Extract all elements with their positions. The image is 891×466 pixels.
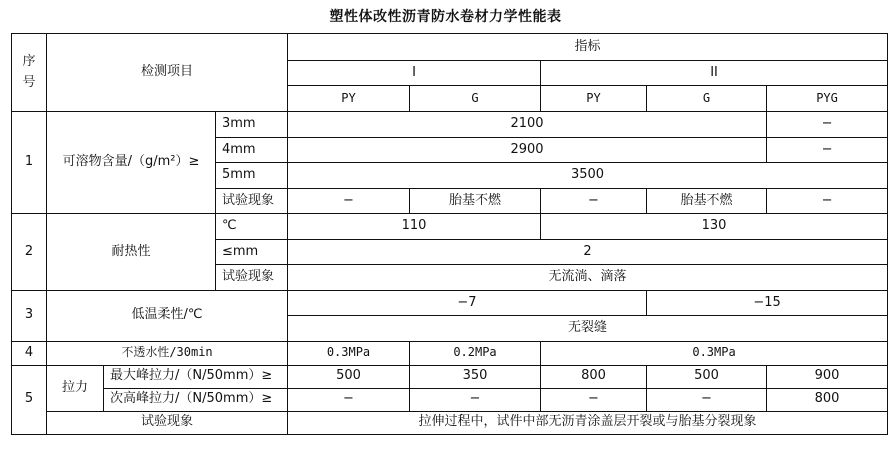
row-5-no: 5 xyxy=(12,365,47,434)
col-g-2: G xyxy=(647,86,767,112)
row-2-sub-mm: ≤mm xyxy=(216,239,288,265)
row-4-value-1: 0.3MPa xyxy=(288,341,410,365)
row-5-second-g1: − xyxy=(410,388,541,411)
table-row xyxy=(12,112,888,138)
table-row xyxy=(12,388,888,411)
row-2-temp-2: 130 xyxy=(541,214,888,240)
table-row xyxy=(12,341,888,365)
row-5-peak-py1: 500 xyxy=(288,365,410,388)
row-1-4mm-value: 2900 xyxy=(288,137,767,163)
row-1-4mm-pyg: − xyxy=(767,137,888,163)
col-py-2: PY xyxy=(541,86,647,112)
row-1-sub-3mm: 3mm xyxy=(216,112,288,138)
row-4-value-3: 0.3MPa xyxy=(541,341,888,365)
row-2-no: 2 xyxy=(12,214,47,291)
row-1-name: 可溶物含量/（g/m²）≥ xyxy=(47,112,216,214)
row-4-value-2: 0.2MPa xyxy=(410,341,541,365)
row-3-value-2: −15 xyxy=(647,290,888,316)
row-5-peak-g2: 500 xyxy=(647,365,767,388)
row-5-second-py2: − xyxy=(541,388,647,411)
row-2-mm-value: 2 xyxy=(288,239,888,265)
row-1-sub-phen: 试验现象 xyxy=(216,188,288,214)
row-1-3mm-value: 2100 xyxy=(288,112,767,138)
row-5-peak-pyg: 900 xyxy=(767,365,888,388)
row-2-temp-1: 110 xyxy=(288,214,541,240)
row-5-peak-py2: 800 xyxy=(541,365,647,388)
header-seq-label: 序 号 xyxy=(22,53,36,90)
table-title: 塑性体改性沥青防水卷材力学性能表 xyxy=(329,9,562,25)
row-2-phen: 无流淌、滴落 xyxy=(288,265,888,291)
row-5-second-py1: − xyxy=(288,388,410,411)
row-1-phen-py2: − xyxy=(541,188,647,214)
header-indicator: 指标 xyxy=(288,34,888,61)
row-1-phen-g2: 胎基不燃 xyxy=(647,188,767,214)
header-row-1 xyxy=(12,34,888,61)
col-py-1: PY xyxy=(288,86,410,112)
row-5-sub-phen: 试验现象 xyxy=(47,411,288,434)
row-2-sub-phen: 试验现象 xyxy=(216,265,288,291)
row-3-value-1: −7 xyxy=(288,290,647,316)
row-5-second-pyg: 800 xyxy=(767,388,888,411)
row-4-no: 4 xyxy=(12,341,47,365)
row-1-5mm-value: 3500 xyxy=(288,163,888,189)
row-1-sub-4mm: 4mm xyxy=(216,137,288,163)
row-1-phen-pyg: − xyxy=(767,188,888,214)
row-3-phen: 无裂缝 xyxy=(288,316,888,342)
table-row xyxy=(12,290,888,316)
row-5-peak-g1: 350 xyxy=(410,365,541,388)
row-1-3mm-pyg: − xyxy=(767,112,888,138)
row-5-sub-peak: 最大峰拉力/（N/50mm）≥ xyxy=(104,365,288,388)
row-2-name: 耐热性 xyxy=(47,214,216,291)
row-5-phen: 拉伸过程中，试件中部无沥青涂盖层开裂或与胎基分裂现象 xyxy=(288,411,888,434)
row-3-name: 低温柔性/℃ xyxy=(47,290,288,341)
row-1-no: 1 xyxy=(12,112,47,214)
table-row xyxy=(12,411,888,434)
row-1-sub-5mm: 5mm xyxy=(216,163,288,189)
row-5-second-g2: − xyxy=(647,388,767,411)
row-5-name: 拉力 xyxy=(47,365,104,411)
table-row xyxy=(12,365,888,388)
row-4-name: 不透水性/30min xyxy=(47,341,288,365)
row-1-phen-py1: − xyxy=(288,188,410,214)
row-3-no: 3 xyxy=(12,290,47,341)
col-pyg: PYG xyxy=(767,86,888,112)
table-row xyxy=(12,214,888,240)
header-type-2: II xyxy=(541,61,888,86)
row-2-sub-temp: ℃ xyxy=(216,214,288,240)
row-1-phen-g1: 胎基不燃 xyxy=(410,188,541,214)
header-type-1: I xyxy=(288,61,541,86)
row-5-sub-second: 次高峰拉力/（N/50mm）≥ xyxy=(104,388,288,411)
col-g-1: G xyxy=(410,86,541,112)
properties-table xyxy=(11,33,888,435)
header-seq xyxy=(12,34,47,112)
header-item: 检测项目 xyxy=(47,34,288,112)
